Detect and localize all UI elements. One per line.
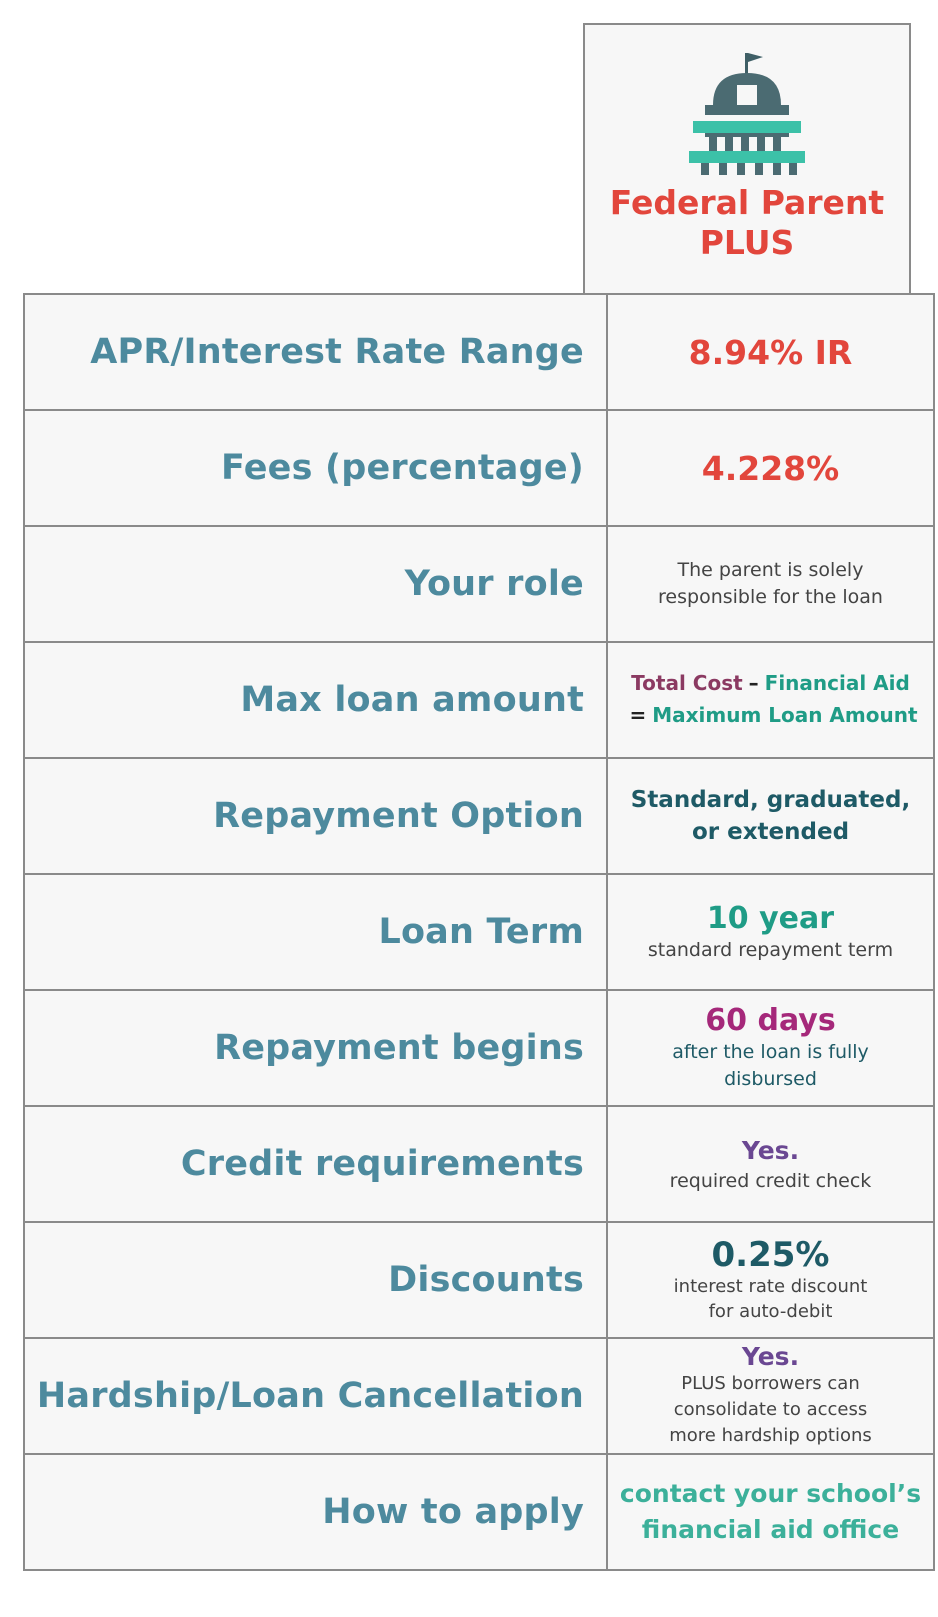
value-apply (607, 1454, 934, 1570)
label-discounts: Discounts (24, 1222, 607, 1338)
loan-comparison-table (23, 293, 935, 1571)
role-line-2: responsible for the loan (658, 586, 883, 608)
row-hardship (24, 1338, 934, 1454)
credit-note: required credit check (669, 1169, 872, 1192)
row-max-loan (24, 642, 934, 758)
loan-type-header (583, 23, 911, 293)
value-discounts (607, 1222, 934, 1338)
repayment-begins-value: 60 days (705, 1003, 836, 1038)
title-line-1: Federal Parent (609, 183, 885, 222)
repayment-option-line-1: Standard, graduated, (630, 787, 911, 813)
discount-note-2: for auto-debit (708, 1301, 833, 1322)
label-credit: Credit requirements (24, 1106, 607, 1222)
row-apply (24, 1454, 934, 1570)
repayment-option-line-2: or extended (691, 819, 850, 845)
label-apr: APR/Interest Rate Range (24, 294, 607, 410)
apply-line-1: contact your school’s (619, 1479, 922, 1508)
row-apr (24, 294, 934, 410)
row-repayment-option (24, 758, 934, 874)
discount-value: 0.25% (711, 1235, 830, 1275)
value-repayment-begins (607, 990, 934, 1106)
row-loan-term (24, 874, 934, 990)
fees-value: 4.228% (701, 448, 840, 488)
label-max-loan: Max loan amount (24, 642, 607, 758)
discount-note-1: interest rate discount (673, 1276, 868, 1297)
value-repayment-option (607, 758, 934, 874)
title-line-2: PLUS (699, 223, 795, 262)
row-repayment-begins (24, 990, 934, 1106)
label-repayment-begins: Repayment begins (24, 990, 607, 1106)
label-repayment-option: Repayment Option (24, 758, 607, 874)
value-max-loan (607, 642, 934, 758)
label-loan-term: Loan Term (24, 874, 607, 990)
loan-term-value: 10 year (706, 900, 835, 936)
total-cost-term: Total Cost (631, 671, 743, 695)
row-discounts (24, 1222, 934, 1338)
label-role: Your role (24, 526, 607, 642)
capitol-building-icon (689, 47, 805, 175)
label-fees: Fees (percentage) (24, 410, 607, 526)
row-fees (24, 410, 934, 526)
row-role (24, 526, 934, 642)
repayment-begins-note-1: after the loan is fully (672, 1041, 869, 1063)
minus-sign: – (748, 671, 759, 695)
apr-value: 8.94% IR (688, 332, 853, 372)
hardship-note-1: PLUS borrowers can (681, 1373, 860, 1394)
value-hardship (607, 1338, 934, 1454)
financial-aid-term: Financial Aid (764, 671, 910, 695)
value-apr (607, 294, 934, 410)
role-line-1: The parent is solely (677, 559, 864, 581)
hardship-note-2: consolidate to access (673, 1399, 868, 1420)
row-credit (24, 1106, 934, 1222)
value-fees (607, 410, 934, 526)
hardship-note-3: more hardship options (669, 1425, 872, 1446)
apply-line-2: financial aid office (641, 1515, 900, 1544)
maximum-loan-term: Maximum Loan Amount (652, 703, 918, 727)
repayment-begins-note-2: disbursed (724, 1068, 817, 1090)
credit-value: Yes. (741, 1135, 800, 1165)
equals-sign: = (629, 703, 647, 727)
value-loan-term (607, 874, 934, 990)
value-credit (607, 1106, 934, 1222)
label-hardship: Hardship/Loan Cancellation (24, 1338, 607, 1454)
value-role (607, 526, 934, 642)
label-apply: How to apply (24, 1454, 607, 1570)
loan-type-title (585, 183, 909, 263)
loan-term-note: standard repayment term (647, 938, 894, 961)
hardship-value: Yes. (741, 1342, 800, 1371)
